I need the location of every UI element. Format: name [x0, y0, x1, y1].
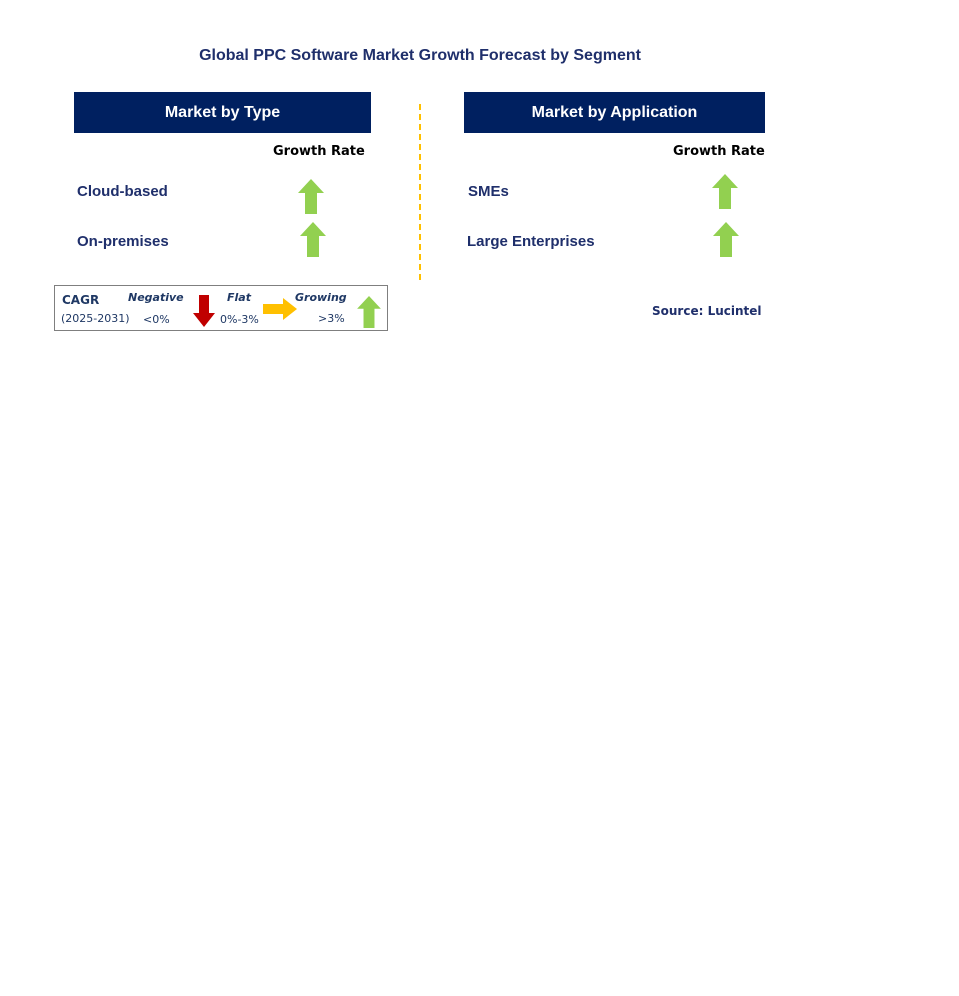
type-growth-rate-label: Growth Rate	[273, 144, 365, 159]
growing-arrow-icon	[712, 174, 738, 209]
cagr-legend	[54, 285, 388, 331]
growing-arrow-icon	[357, 296, 381, 328]
growing-arrow-icon	[713, 222, 739, 257]
growing-arrow-icon	[298, 179, 324, 214]
legend-negative-label: Negative	[128, 291, 184, 304]
negative-arrow-icon	[193, 295, 215, 327]
segment-label-on-premises: On-premises	[77, 233, 169, 250]
market-by-type-header: Market by Type	[74, 92, 371, 133]
source-note: Source: Lucintel	[652, 304, 762, 318]
market-by-application-header: Market by Application	[464, 92, 765, 133]
segment-label-cloud-based: Cloud-based	[77, 183, 168, 200]
legend-growing-range: >3%	[318, 312, 345, 325]
flat-arrow-icon	[263, 298, 297, 320]
application-growth-rate-label: Growth Rate	[673, 144, 765, 159]
legend-flat-label: Flat	[227, 291, 251, 304]
legend-period: (2025-2031)	[61, 312, 130, 325]
page-title: Global PPC Software Market Growth Forecast by Segment	[199, 47, 641, 64]
legend-growing-label: Growing	[295, 291, 347, 304]
growing-arrow-icon	[300, 222, 326, 257]
segment-label-smes: SMEs	[468, 183, 509, 200]
legend-flat-range: 0%-3%	[220, 313, 259, 326]
panel-divider	[419, 104, 421, 280]
legend-negative-range: <0%	[143, 313, 170, 326]
segment-label-large-enterprises: Large Enterprises	[467, 233, 595, 250]
legend-cagr-label: CAGR	[62, 293, 100, 307]
